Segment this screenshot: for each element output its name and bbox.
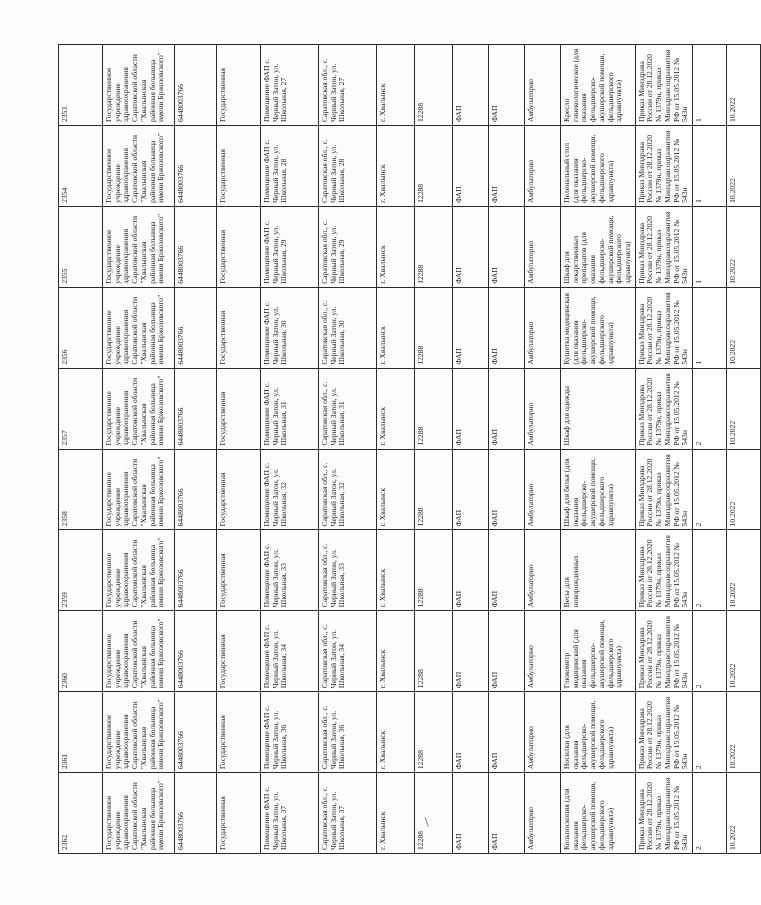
- cell-city: г. Хвалынск: [377, 45, 415, 126]
- cell-count: 2: [693, 611, 727, 692]
- cell-order: Приказ Минздрава России от 28.12.2020 № 1379н, приказ Минздравсоцразвития РФ от 15.05.2012 № 543н: [635, 692, 692, 773]
- cell-address: Саратовская обл., с. Черный Затон, ул. Школьная, 28: [319, 125, 377, 206]
- cell-date: 10.2022: [727, 611, 761, 692]
- cell-order: Приказ Минздрава России от 28.12.2020 № 1379н, приказ Минздравсоцразвития РФ от 15.05.2012 № 543н: [635, 611, 692, 692]
- cell-inn: 6448003766: [175, 773, 217, 854]
- cell-fap1: ФАП: [453, 773, 489, 854]
- cell-service: Кресло гинекологическое (для оказания фельдшерско-акушерской помощи, фельдшерского здравпункта): [561, 45, 636, 126]
- cell-name: Государственное учреждение здравоохранения Саратовской области "Хвалынская районная больница имени Бржозовского": [103, 692, 175, 773]
- cell-count: 2: [693, 368, 727, 449]
- cell-fap1: ФАП: [453, 611, 489, 692]
- cell-order: Приказ Минздрава России от 28.12.2020 № 1379н, приказ Минздравсоцразвития РФ от 15.05.2012 № 543н: [635, 206, 692, 287]
- cell-premise: Помещение ФАП с. Черный Затон, ул. Школьная, 34: [261, 611, 319, 692]
- cell-id: 2354: [59, 125, 103, 206]
- cell-date: 10.2022: [727, 125, 761, 206]
- cell-postcode: 12288: [415, 692, 453, 773]
- cell-type: Амбулаторно: [525, 368, 561, 449]
- cell-service: Шкаф для лекарственных препаратов (для оказания фельдшерско-акушерской помощи, фельдшерского здравпункта): [561, 206, 636, 287]
- cell-id: 2356: [59, 287, 103, 368]
- cell-ownership: Государственная: [217, 368, 261, 449]
- cell-inn: 6448003766: [175, 692, 217, 773]
- cell-premise: Помещение ФАП с. Черный Затон, ул. Школьная, 32: [261, 449, 319, 530]
- cell-premise: Помещение ФАП с. Черный Затон, ул. Школьная, 37: [261, 773, 319, 854]
- cell-id: 2360: [59, 611, 103, 692]
- cell-fap2: ФАП: [489, 611, 525, 692]
- cell-order: Приказ Минздрава России от 28.12.2020 № 1379н, приказ Минздравсоцразвития РФ от 15.05.2012 № 543н: [635, 773, 692, 854]
- row-care-type: [525, 45, 561, 854]
- cell-fap1: ФАП: [453, 287, 489, 368]
- row-fap-2: [489, 45, 525, 854]
- cell-premise: Помещение ФАП с. Черный Затон, ул. Школьная, 29: [261, 206, 319, 287]
- cell-ownership: Государственная: [217, 692, 261, 773]
- cell-inn: 6448003766: [175, 368, 217, 449]
- cell-date: 10.2022: [727, 773, 761, 854]
- cell-name: Государственное учреждение здравоохранения Саратовской области "Хвалынская районная больница имени Бржозовского": [103, 611, 175, 692]
- equipment-table: [58, 44, 761, 854]
- cell-date: 10.2022: [727, 368, 761, 449]
- cell-type: Амбулаторно: [525, 692, 561, 773]
- cell-fap1: ФАП: [453, 368, 489, 449]
- cell-premise: Помещение ФАП с. Черный Затон, ул. Школьная, 33: [261, 530, 319, 611]
- cell-name: Государственное учреждение здравоохранения Саратовской области "Хвалынская районная больница имени Бржозовского": [103, 368, 175, 449]
- cell-ownership: Государственная: [217, 125, 261, 206]
- cell-service: Пеленальный стол (для оказания фельдшерско-акушерской помощи, фельдшерского здравпункта): [561, 125, 636, 206]
- cell-order: Приказ Минздрава России от 28.12.2020 № 1379н, приказ Минздравсоцразвития РФ от 15.05.2012 № 543н: [635, 125, 692, 206]
- cell-ownership: Государственная: [217, 206, 261, 287]
- cell-fap2: ФАП: [489, 773, 525, 854]
- cell-type: Амбулаторно: [525, 287, 561, 368]
- cell-fap2: ФАП: [489, 692, 525, 773]
- cell-service: Весы для новорожденных: [561, 530, 636, 611]
- cell-postcode: 12288: [415, 287, 453, 368]
- cell-count: 2: [693, 530, 727, 611]
- cell-fap2: ФАП: [489, 449, 525, 530]
- cell-id: 2361: [59, 692, 103, 773]
- cell-type: Амбулаторно: [525, 206, 561, 287]
- cell-city: г. Хвалынск: [377, 206, 415, 287]
- cell-name: Государственное учреждение здравоохранения Саратовской области "Хвалынская районная больница имени Бржозовского": [103, 125, 175, 206]
- cell-city: г. Хвалынск: [377, 449, 415, 530]
- cell-address: Саратовская обл., с. Черный Затон, ул. Школьная, 34: [319, 611, 377, 692]
- cell-inn: 6448003766: [175, 611, 217, 692]
- cell-premise: Помещение ФАП с. Черный Затон, ул. Школьная, 27: [261, 45, 319, 126]
- cell-postcode: 12288: [415, 611, 453, 692]
- cell-date: 10.2022: [727, 287, 761, 368]
- cell-fap1: ФАП: [453, 449, 489, 530]
- cell-id: 2362: [59, 773, 103, 854]
- cell-premise: Помещение ФАП с. Черный Затон, ул. Школьная, 30: [261, 287, 319, 368]
- cell-service: Шкаф для белья (для оказания фельдшерско-акушерской помощи, фельдшерского здравпункта): [561, 449, 636, 530]
- row-inn: [175, 45, 217, 854]
- cell-address: Саратовская обл., с. Черный Затон, ул. Школьная, 27: [319, 45, 377, 126]
- cell-order: Приказ Минздрава России от 28.12.2020 № 1379н, приказ Минздравсоцразвития РФ от 15.05.2012 № 543н: [635, 368, 692, 449]
- cell-count: 1: [693, 125, 727, 206]
- cell-address: Саратовская обл., с. Черный Затон, ул. Школьная, 32: [319, 449, 377, 530]
- cell-service: Носилки (для оказания фельдшерско-акушерской помощи, фельдшерского здравпункта): [561, 692, 636, 773]
- row-fap-1: [453, 45, 489, 854]
- cell-postcode: 12288: [415, 530, 453, 611]
- cell-postcode: 12288: [415, 368, 453, 449]
- cell-order: Приказ Минздрава России от 28.12.2020 № 1379н, приказ Минздравсоцразвития РФ от 15.05.2012 № 543н: [635, 287, 692, 368]
- cell-postcode: 12288: [415, 45, 453, 126]
- cell-city: г. Хвалынск: [377, 773, 415, 854]
- cell-name: Государственное учреждение здравоохранения Саратовской области "Хвалынская районная больница имени Бржозовского": [103, 206, 175, 287]
- cell-premise: Помещение ФАП с. Черный Затон, ул. Школьная, 28: [261, 125, 319, 206]
- cell-inn: 6448003766: [175, 125, 217, 206]
- cell-premise: Помещение ФАП с. Черный Затон, ул. Школьная, 31: [261, 368, 319, 449]
- cell-service: Кушетка медицинская (для оказания фельдшерско-акушерской помощи, фельдшерского здравпункта): [561, 287, 636, 368]
- cell-date: 10.2022: [727, 530, 761, 611]
- cell-name: Государственное учреждение здравоохранения Саратовской области "Хвалынская районная больница имени Бржозовского": [103, 773, 175, 854]
- row-premise: [261, 45, 319, 854]
- row-equipment: [561, 45, 636, 854]
- cell-city: г. Хвалынск: [377, 530, 415, 611]
- cell-date: 10.2022: [727, 449, 761, 530]
- row-date: [727, 45, 761, 854]
- row-postcode: [415, 45, 453, 854]
- cell-ownership: Государственная: [217, 287, 261, 368]
- cell-count: 1: [693, 45, 727, 126]
- cell-fap2: ФАП: [489, 206, 525, 287]
- cell-city: г. Хвалынск: [377, 368, 415, 449]
- cell-fap2: ФАП: [489, 287, 525, 368]
- cell-ownership: Государственная: [217, 449, 261, 530]
- cell-fap2: ФАП: [489, 530, 525, 611]
- cell-inn: 6448003766: [175, 287, 217, 368]
- cell-inn: 6448003766: [175, 45, 217, 126]
- cell-id: 2358: [59, 449, 103, 530]
- cell-city: г. Хвалынск: [377, 125, 415, 206]
- cell-fap1: ФАП: [453, 125, 489, 206]
- cell-fap1: ФАП: [453, 206, 489, 287]
- cell-service: Кольпоскопия (для оказания фельдшерско-акушерской помощи, фельдшерского здравпункта): [561, 773, 636, 854]
- cell-name: Государственное учреждение здравоохранения Саратовской области "Хвалынская районная больница имени Бржозовского": [103, 287, 175, 368]
- cell-fap1: ФАП: [453, 692, 489, 773]
- cell-address: Саратовская обл., с. Черный Затон, ул. Школьная, 31: [319, 368, 377, 449]
- cell-ownership: Государственная: [217, 530, 261, 611]
- cell-type: Амбулаторно: [525, 45, 561, 126]
- cell-type: Амбулаторно: [525, 449, 561, 530]
- cell-type: Амбулаторно: [525, 530, 561, 611]
- cell-premise: Помещение ФАП с. Черный Затон, ул. Школьная, 36: [261, 692, 319, 773]
- row-organization: [103, 45, 175, 854]
- cell-city: г. Хвалынск: [377, 611, 415, 692]
- cell-name: Государственное учреждение здравоохранения Саратовской области "Хвалынская районная больница имени Бржозовского": [103, 45, 175, 126]
- cell-postcode: 12288: [415, 773, 453, 854]
- cell-fap2: ФАП: [489, 368, 525, 449]
- cell-address: Саратовская обл., с. Черный Затон, ул. Школьная, 33: [319, 530, 377, 611]
- cell-id: 2359: [59, 530, 103, 611]
- cell-count: 1: [693, 287, 727, 368]
- cell-inn: 6448003766: [175, 206, 217, 287]
- cell-postcode: 12288: [415, 449, 453, 530]
- cell-count: 2: [693, 449, 727, 530]
- cell-type: Амбулаторно: [525, 773, 561, 854]
- cell-address: Саратовская обл., с. Черный Затон, ул. Школьная, 37: [319, 773, 377, 854]
- rotated-table-wrapper: [58, 44, 738, 854]
- cell-ownership: Государственная: [217, 611, 261, 692]
- row-order: [635, 45, 692, 854]
- cell-address: Саратовская обл., с. Черный Затон, ул. Школьная, 36: [319, 692, 377, 773]
- cell-type: Амбулаторно: [525, 611, 561, 692]
- cell-address: Саратовская обл., с. Черный Затон, ул. Школьная, 29: [319, 206, 377, 287]
- cell-inn: 6448003766: [175, 530, 217, 611]
- cell-inn: 6448003766: [175, 449, 217, 530]
- cell-date: 10.2022: [727, 692, 761, 773]
- cell-fap2: ФАП: [489, 45, 525, 126]
- cell-fap1: ФАП: [453, 530, 489, 611]
- cell-fap1: ФАП: [453, 45, 489, 126]
- cell-count: 1: [693, 206, 727, 287]
- cell-id: 2355: [59, 206, 103, 287]
- cell-order: Приказ Минздрава России от 28.12.2020 № 1379н, приказ Минздравсоцразвития РФ от 15.05.2012 № 543н: [635, 530, 692, 611]
- cell-ownership: Государственная: [217, 45, 261, 126]
- cell-ownership: Государственная: [217, 773, 261, 854]
- cell-id: 2353: [59, 45, 103, 126]
- cell-name: Государственное учреждение здравоохранения Саратовской области "Хвалынская районная больница имени Бржозовского": [103, 530, 175, 611]
- cell-date: 10.2022: [727, 45, 761, 126]
- cell-city: г. Хвалынск: [377, 692, 415, 773]
- row-address: [319, 45, 377, 854]
- row-ownership: [217, 45, 261, 854]
- cell-id: 2357: [59, 368, 103, 449]
- cell-count: 2: [693, 692, 727, 773]
- cell-fap2: ФАП: [489, 125, 525, 206]
- cell-order: Приказ Минздрава России от 28.12.2020 № 1379н, приказ Минздравсоцразвития РФ от 15.05.2012 № 543н: [635, 45, 692, 126]
- cell-service: Глюкометр медицинский (для оказания фельдшерско-акушерской помощи, фельдшерского здравпункта): [561, 611, 636, 692]
- cell-count: 2: [693, 773, 727, 854]
- cell-address: Саратовская обл., с. Черный Затон, ул. Школьная, 30: [319, 287, 377, 368]
- row-id: [59, 45, 103, 854]
- cell-name: Государственное учреждение здравоохранения Саратовской области "Хвалынская районная больница имени Бржозовского": [103, 449, 175, 530]
- cell-postcode: 12288: [415, 206, 453, 287]
- cell-city: г. Хвалынск: [377, 287, 415, 368]
- cell-type: Амбулаторно: [525, 125, 561, 206]
- cell-date: 10.2022: [727, 206, 761, 287]
- cell-order: Приказ Минздрава России от 28.12.2020 № 1379н, приказ Минздравсоцразвития РФ от 15.05.2012 № 543н: [635, 449, 692, 530]
- row-city: [377, 45, 415, 854]
- cell-postcode: 12288: [415, 125, 453, 206]
- row-count: [693, 45, 727, 854]
- cell-service: Шкаф для одежды: [561, 368, 636, 449]
